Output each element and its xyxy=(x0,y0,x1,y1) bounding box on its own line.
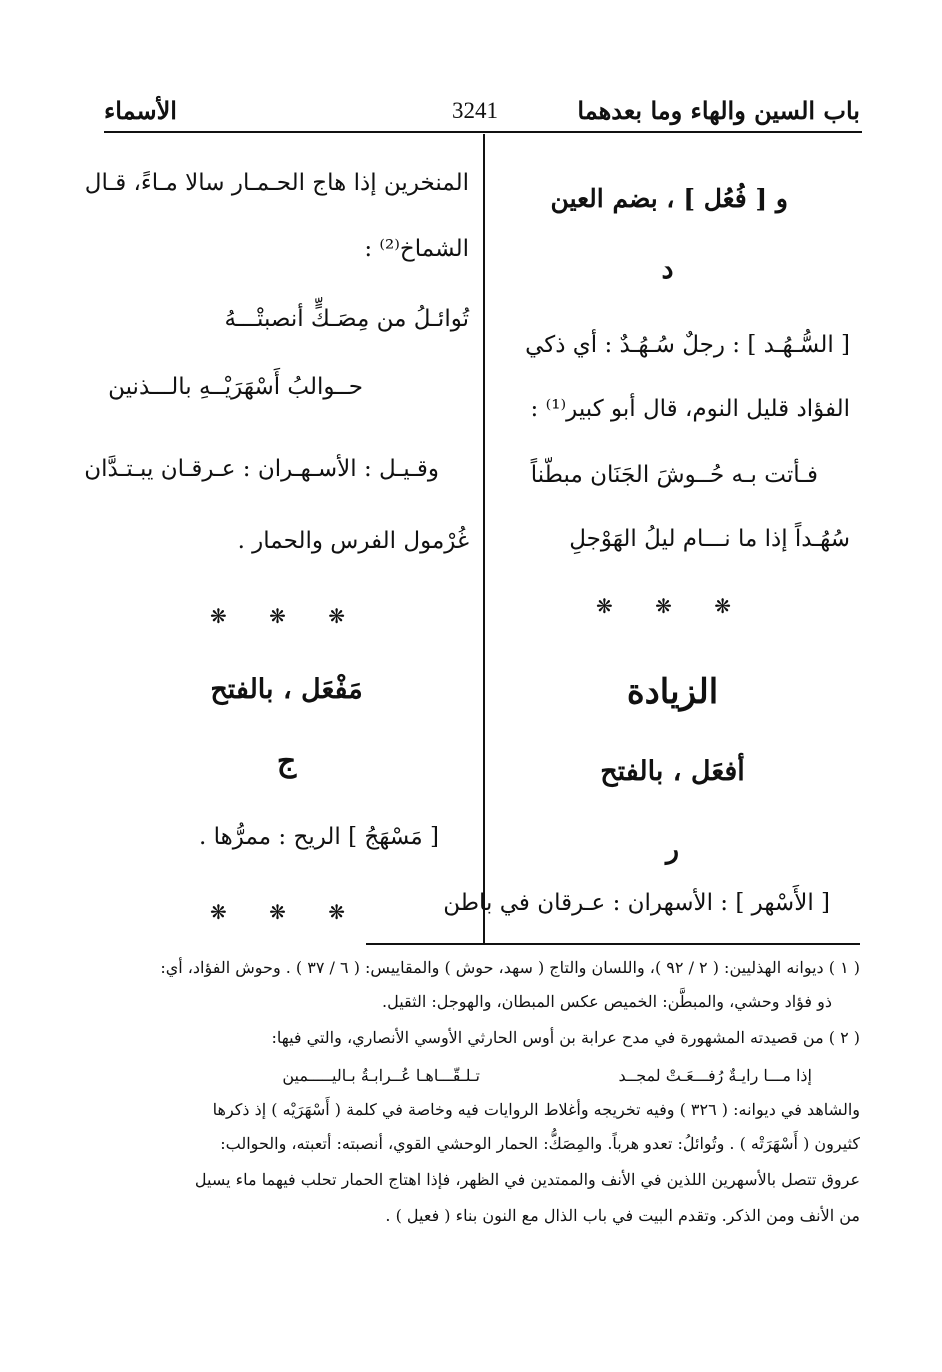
footnote-verse-first: إذا مـــا رايـةٌ رُفـــعَـتْ لمجــد xyxy=(618,1066,812,1085)
entry-line: وقـيـل : الأسـهـران : عـرقـان يبـتـدَّان xyxy=(84,456,439,482)
root-letter: د xyxy=(661,254,674,285)
footnote-2-cont: والشاهد في ديوانه: ( ٣٢٦ ) وفيه تخريجه وأغلاط الروايات فيه وخاصة في كلمة ( أَسْهَرَيْه ) إذ ذكرها xyxy=(212,1100,860,1119)
entry-line: غُرْمول الفرس والحمار . xyxy=(237,528,469,554)
entry-line: الشماخ⁽²⁾ : xyxy=(364,236,469,262)
footnote-2-cont: عروق تتصل بالأسهرين اللذين في الأنف والممتدين في الظهر، فإذا اهتاج الحمار تحلب فيهما ماء يسيل xyxy=(194,1170,860,1189)
pattern-heading: و [ فُعُل ] ، بضم العين xyxy=(550,184,788,213)
root-letter: ج xyxy=(276,744,297,779)
footnote-2: ( ٢ ) من قصيدته المشهورة في مدح عرابة بن أوس الحارثي الأوسي الأنصاري، والتي فيها: xyxy=(271,1028,860,1047)
root-letter: ر xyxy=(665,834,680,865)
entry-line: [ الأَسْهر ] : الأسهران : عـرقان في باطن xyxy=(443,890,830,916)
page-number: 3241 xyxy=(452,98,498,123)
footnote-1-cont: ذو فؤاد وحشي، والمبطَّن: الخميص عكس المبطان، والهوجل: الثقيل. xyxy=(381,992,832,1011)
entry-line: المنخرين إذا هاج الحـمـار سالا مـاءً، قـال xyxy=(84,170,469,196)
entry-line: [ مَسْهَجُ ] الريح : ممرُّها . xyxy=(199,824,439,850)
running-head-part: الأسماء xyxy=(104,96,177,125)
footnote-verse-second: تـلـقّـــاهـا عُــرابـةُ بـاليـــــمين xyxy=(282,1066,480,1085)
footnote-2-cont: كثيرون ( أَسْهَرَتْه ) . وتُوائلُ: تعدو هرباً. والمِصَكُّ: الحمار الوحشي القوي، أنصبته: أتعبته، والحوالب: xyxy=(220,1134,860,1153)
section-separator: ❋ ❋ ❋ xyxy=(210,900,363,924)
section-separator: ❋ ❋ ❋ xyxy=(596,594,749,618)
entry-line: الفؤاد قليل النوم، قال أبو كبير⁽¹⁾ : xyxy=(530,396,850,422)
entry-line: [ السُّـهُـد ] : رجلٌ سُـهُـدٌ : أي ذكي xyxy=(525,332,850,358)
footnote-2-cont: من الأنف ومن الذكر. وتقدم البيت في باب الذال مع النون بناء ( فعيل ) . xyxy=(385,1206,860,1225)
section-separator: ❋ ❋ ❋ xyxy=(210,604,363,628)
running-head-section: باب السين والهاء وما بعدهما xyxy=(577,96,860,125)
section-title: الزيادة xyxy=(626,672,719,712)
verse-line: سُهُـداً إذا ما نـــام ليلُ الهَوْجلِ xyxy=(569,526,850,552)
footnote-rule xyxy=(366,943,860,945)
verse-line: تُوائـلُ من مِصَـكٍّ أنصبتْـــهُ xyxy=(224,306,469,332)
pattern-heading: أفعَل ، بالفتح xyxy=(600,756,745,787)
footnote-1: ( ١ ) ديوانه الهذليين: ( ٢ / ٩٢ )، واللسان والتاج ( سهد، حوش ) والمقاييس: ( ٦ / ٣٧ ) . وحوش الفؤاد، أي: xyxy=(160,958,860,977)
pattern-heading: مَفْعَل ، بالفتح xyxy=(210,674,363,705)
verse-line: فـأتت بـه حُــوشَ الجَنَان مبطّناً xyxy=(530,462,818,488)
header-rule xyxy=(104,131,862,133)
verse-line: حــوالبُ أَسْهَرَيْــهِ بالـــذنين xyxy=(108,374,363,400)
